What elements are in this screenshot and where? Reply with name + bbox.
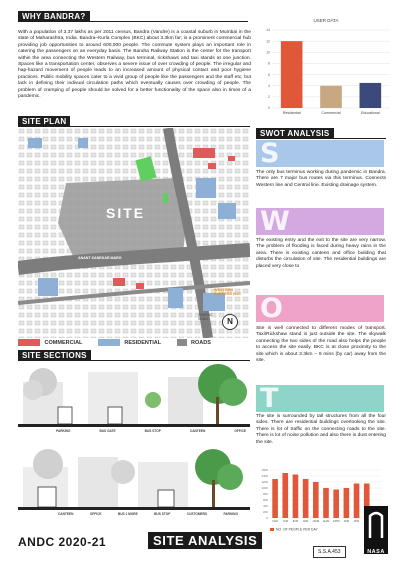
site-section-1-svg (18, 362, 250, 438)
y-tick-label: 0 (268, 106, 270, 111)
bar (320, 86, 342, 108)
site-plan-map (18, 128, 250, 338)
bar (293, 475, 299, 519)
y-tick-label: 14 (266, 28, 270, 33)
section-2-labels (58, 512, 238, 516)
section-1-label: BUS STOP (144, 429, 161, 433)
section-1-label: PARKING (56, 429, 71, 433)
y-tick-label: 600 (262, 498, 268, 503)
section-2-label: BUS 1 MORE (117, 512, 138, 516)
legend-commercial-label: COMMERCIAL (44, 339, 83, 346)
section-1-label: CANTEEN (189, 429, 206, 433)
site-section-1 (18, 362, 250, 438)
swot-o-band (256, 295, 384, 322)
y-tick-label: 200 (262, 510, 268, 515)
user-data-chart (256, 14, 396, 124)
bar (354, 484, 360, 519)
bar (360, 83, 382, 108)
swot-s-letter: S (260, 138, 280, 169)
chart-title: USER DATA (313, 18, 339, 23)
section-2-label: CANTEEN (58, 512, 74, 516)
bar (323, 488, 329, 518)
y-tick-label: 2 (268, 95, 270, 100)
y-tick-label: 1400 (261, 474, 268, 479)
y-tick-label: 800 (262, 492, 268, 497)
bar (303, 479, 309, 518)
site-plan-rule (18, 126, 250, 127)
legend-residential-label: RESIDENTIAL (124, 339, 161, 346)
y-tick-label: 400 (262, 504, 268, 509)
north-arrow-icon: N (222, 314, 238, 330)
section-1-labels (56, 429, 246, 433)
swot-w-band (256, 208, 384, 235)
swot-t-band (256, 385, 384, 412)
why-bandra-rule (18, 21, 248, 22)
footer-code: S.S.A.453 (313, 546, 346, 558)
y-tick-label: 4 (268, 83, 270, 88)
legend-swatch (270, 528, 274, 531)
y-tick-label: 10 (266, 50, 270, 55)
site-sections-header: SITE SECTIONS (18, 350, 91, 361)
user-data-chart-svg (256, 14, 396, 124)
site-sections-rule (18, 360, 250, 361)
swot-o-text: Site is well connected to different modes of transport. Taxi\Rickshaw stand is just outside the site. The skywalk connecting the two sides of the road also helps the people to access the site easily. BKC is at close proximity to the site which is about 3.3km – 9 mins (by car) away from the site. (256, 326, 386, 364)
bar (281, 41, 303, 108)
y-tick-label: 12 (266, 39, 270, 44)
x-tick-label: 9AM (302, 520, 309, 523)
swot-header: SWOT ANALYSIS (256, 128, 334, 139)
nasa-logo-mark (364, 506, 388, 544)
site-section-2-svg (18, 442, 250, 522)
swot-o-letter: O (260, 293, 283, 324)
x-tick-label: 10AM (312, 520, 320, 523)
section-1-label: OFFICE (234, 429, 246, 433)
swot-w-letter: W (260, 206, 290, 237)
site-section-2 (18, 442, 250, 522)
legend-roads-swatch (177, 339, 187, 346)
nasa-logo-text: NASA (367, 549, 385, 555)
why-bandra-header: WHY BANDRA? (18, 11, 90, 22)
bar (333, 490, 339, 519)
site-plan-svg (18, 128, 250, 338)
section-2-label: CUSTOMERS (186, 512, 208, 516)
x-tick-label: 7AM (282, 520, 288, 523)
site-label: SITE (106, 205, 146, 221)
legend-roads-label: ROADS (191, 339, 211, 346)
swot-s-text: The only bus terminus working during pandemic in Bandra. There are 7 major bus routes via this terminus. Connects Western line and Central line. Existing drainage system. (256, 170, 386, 188)
y-tick-label: 8 (268, 61, 270, 66)
y-tick-label: 6 (268, 72, 270, 77)
section-1-label: BUS GATE (99, 429, 116, 433)
y-tick-label: 1600 (261, 468, 268, 473)
highway-label: WESTERN EXPRESS WAY (214, 288, 242, 296)
bar (344, 488, 350, 518)
section-2-label: PARKING (223, 512, 238, 516)
x-tick-label: Educational (360, 111, 380, 115)
section-2-label: BUS STOP (154, 512, 171, 516)
y-tick-label: 1200 (261, 480, 268, 485)
section-2-label: OFFICE (89, 512, 102, 516)
nasa-logo-icon (364, 506, 388, 554)
x-tick-label: 12PM (332, 520, 340, 523)
site-plan-header: SITE PLAN (18, 116, 70, 127)
x-tick-label: 11AM (322, 520, 330, 523)
swot-t-text: The site is surrounded by tall structures from all the four sides. There are residential buildings overlooking the site. There is lot of traffic on the connecting roads to the site. There is lot of noise pollution and also there is dust entering the site. (256, 414, 386, 445)
legend-residential-swatch (98, 339, 120, 346)
x-tick-label: 2PM (353, 520, 360, 523)
bar (313, 482, 319, 518)
x-tick-label: Commercial (321, 111, 341, 115)
graphic-scale-label: GRAPHIC SCALE (198, 313, 213, 321)
legend-commercial-swatch (18, 339, 40, 346)
swot-s-band (256, 140, 384, 167)
y-tick-label: 1000 (261, 486, 268, 491)
site-plan-legend (18, 339, 211, 346)
x-tick-label: 6AM (272, 520, 278, 523)
x-tick-label: 1PM (343, 520, 350, 523)
road-label: ANANT KANEKAR MARG (78, 256, 122, 260)
x-axis-label: NO. OF PEOPLE PER DAY (276, 527, 318, 532)
footer-title: ANDC 2020-21 (18, 535, 107, 549)
why-bandra-text: With a population of 3.37 lakhs as per 2011 census, Bandra (Vandre) is a coastal suburb in Mumbai in the state of Maharashtra, India. Bandra–Kurla Complex (BKC) about 3.3km far; is a prominent commercial hub providing job opportunities to around 600,000 people. The commute system plays an important role in catering the passengers on an everyday basis. The Bandra Railway Station is the center for the transport within the area connecting the Western Railway, bus terminal, rickshaws and taxi stands at one junction. Spaces like a transportation center, observes a severe issue of over crowding of people. The irregular and hap-hazard movement of people leads to an increased amount of physical contact and poor hygiene practices. Public mobility spaces cater to a vivid group of people like the passengers and the staff etc; but lack in defining their indivual circulation paths which eventually causes over crowding of people. The problem of cramping of people should be solved for a better functionality of the space also in times of a pandemic. (18, 30, 251, 100)
swot-t-letter: T (260, 383, 279, 414)
footer-subtitle: SITE ANALYSIS (148, 532, 262, 549)
bar (282, 473, 288, 518)
x-tick-label: Residential (282, 111, 301, 115)
y-tick-label: 0 (266, 516, 268, 521)
bar (272, 479, 278, 518)
swot-w-text: The existing entry and the exit to the site are very narrow. The problem of flooding is faced during heavy rains in the area. There is existing canteen and office building that disturbs the circulation of site. The residential buildings are placed very close to (256, 238, 386, 269)
x-tick-label: 8AM (292, 520, 299, 523)
